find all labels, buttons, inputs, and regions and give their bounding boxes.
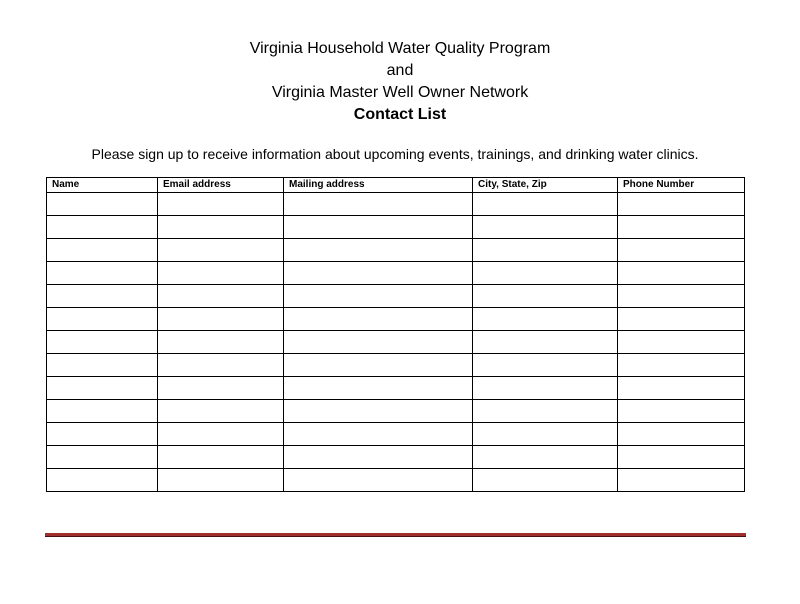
email-cell xyxy=(158,423,284,446)
name-cell xyxy=(47,400,158,423)
name-cell xyxy=(47,239,158,262)
mailing-address-cell xyxy=(284,400,473,423)
email-cell xyxy=(158,239,284,262)
table-row xyxy=(47,400,745,423)
table-row xyxy=(47,469,745,492)
email-cell xyxy=(158,469,284,492)
table-row xyxy=(47,193,745,216)
table-row xyxy=(47,308,745,331)
email-cell xyxy=(158,285,284,308)
name-cell xyxy=(47,331,158,354)
table-row xyxy=(47,446,745,469)
contact-list-title: Contact List xyxy=(353,106,447,123)
mailing-address-cell xyxy=(284,354,473,377)
phone-cell xyxy=(618,216,745,239)
name-cell xyxy=(47,285,158,308)
name-cell xyxy=(47,469,158,492)
mailing-address-cell xyxy=(284,331,473,354)
footer-rule-shadow xyxy=(45,536,746,537)
email-cell xyxy=(158,262,284,285)
mailing-address-cell xyxy=(284,469,473,492)
mailing-address-cell xyxy=(284,308,473,331)
name-cell xyxy=(47,423,158,446)
city-state-zip-cell xyxy=(473,216,618,239)
city-state-zip-cell xyxy=(473,377,618,400)
signup-instructions: Please sign up to receive information about upcoming events, trainings, and drinking water clinics. xyxy=(91,146,699,162)
name-cell xyxy=(47,308,158,331)
phone-cell xyxy=(618,239,745,262)
city-state-zip-cell xyxy=(473,354,618,377)
mailing-address-cell xyxy=(284,423,473,446)
table-row xyxy=(47,354,745,377)
name-cell xyxy=(47,262,158,285)
phone-cell xyxy=(618,308,745,331)
phone-cell xyxy=(618,193,745,216)
table-row xyxy=(47,331,745,354)
contact-table xyxy=(46,177,745,492)
city-state-zip-cell xyxy=(473,308,618,331)
city-state-zip-cell xyxy=(473,239,618,262)
email-cell xyxy=(158,216,284,239)
phone-cell xyxy=(618,354,745,377)
email-cell xyxy=(158,308,284,331)
city-state-zip-cell xyxy=(473,193,618,216)
mailing-address-cell xyxy=(284,377,473,400)
email-cell xyxy=(158,400,284,423)
phone-cell xyxy=(618,469,745,492)
mailing-address-cell xyxy=(284,216,473,239)
contact-table-body xyxy=(47,193,745,492)
table-row xyxy=(47,262,745,285)
name-cell xyxy=(47,377,158,400)
email-cell xyxy=(158,331,284,354)
table-row xyxy=(47,377,745,400)
column-header-name: Name xyxy=(47,178,158,193)
email-cell xyxy=(158,446,284,469)
city-state-zip-cell xyxy=(473,469,618,492)
city-state-zip-cell xyxy=(473,331,618,354)
city-state-zip-cell xyxy=(473,400,618,423)
phone-cell xyxy=(618,331,745,354)
email-cell xyxy=(158,354,284,377)
email-cell xyxy=(158,377,284,400)
phone-cell xyxy=(618,377,745,400)
mailing-address-cell xyxy=(284,193,473,216)
name-cell xyxy=(47,216,158,239)
name-cell xyxy=(47,446,158,469)
city-state-zip-cell xyxy=(473,446,618,469)
city-state-zip-cell xyxy=(473,423,618,446)
name-cell xyxy=(47,354,158,377)
phone-cell xyxy=(618,400,745,423)
column-header-mailing-address: Mailing address xyxy=(284,178,473,193)
phone-cell xyxy=(618,423,745,446)
mailing-address-cell xyxy=(284,446,473,469)
name-cell xyxy=(47,193,158,216)
mailing-address-cell xyxy=(284,262,473,285)
table-row xyxy=(47,285,745,308)
phone-cell xyxy=(618,285,745,308)
mailing-address-cell xyxy=(284,285,473,308)
title-conjunction: and xyxy=(386,62,414,79)
table-row xyxy=(47,216,745,239)
city-state-zip-cell xyxy=(473,285,618,308)
phone-cell xyxy=(618,262,745,285)
phone-cell xyxy=(618,446,745,469)
email-cell xyxy=(158,193,284,216)
column-header-email: Email address xyxy=(158,178,284,193)
program-title: Virginia Household Water Quality Program xyxy=(249,40,551,57)
network-title: Virginia Master Well Owner Network xyxy=(271,84,529,101)
city-state-zip-cell xyxy=(473,262,618,285)
column-header-phone: Phone Number xyxy=(618,178,745,193)
table-row xyxy=(47,423,745,446)
mailing-address-cell xyxy=(284,239,473,262)
table-row xyxy=(47,239,745,262)
column-header-city-state-zip: City, State, Zip xyxy=(473,178,618,193)
table-header-row xyxy=(47,178,745,193)
